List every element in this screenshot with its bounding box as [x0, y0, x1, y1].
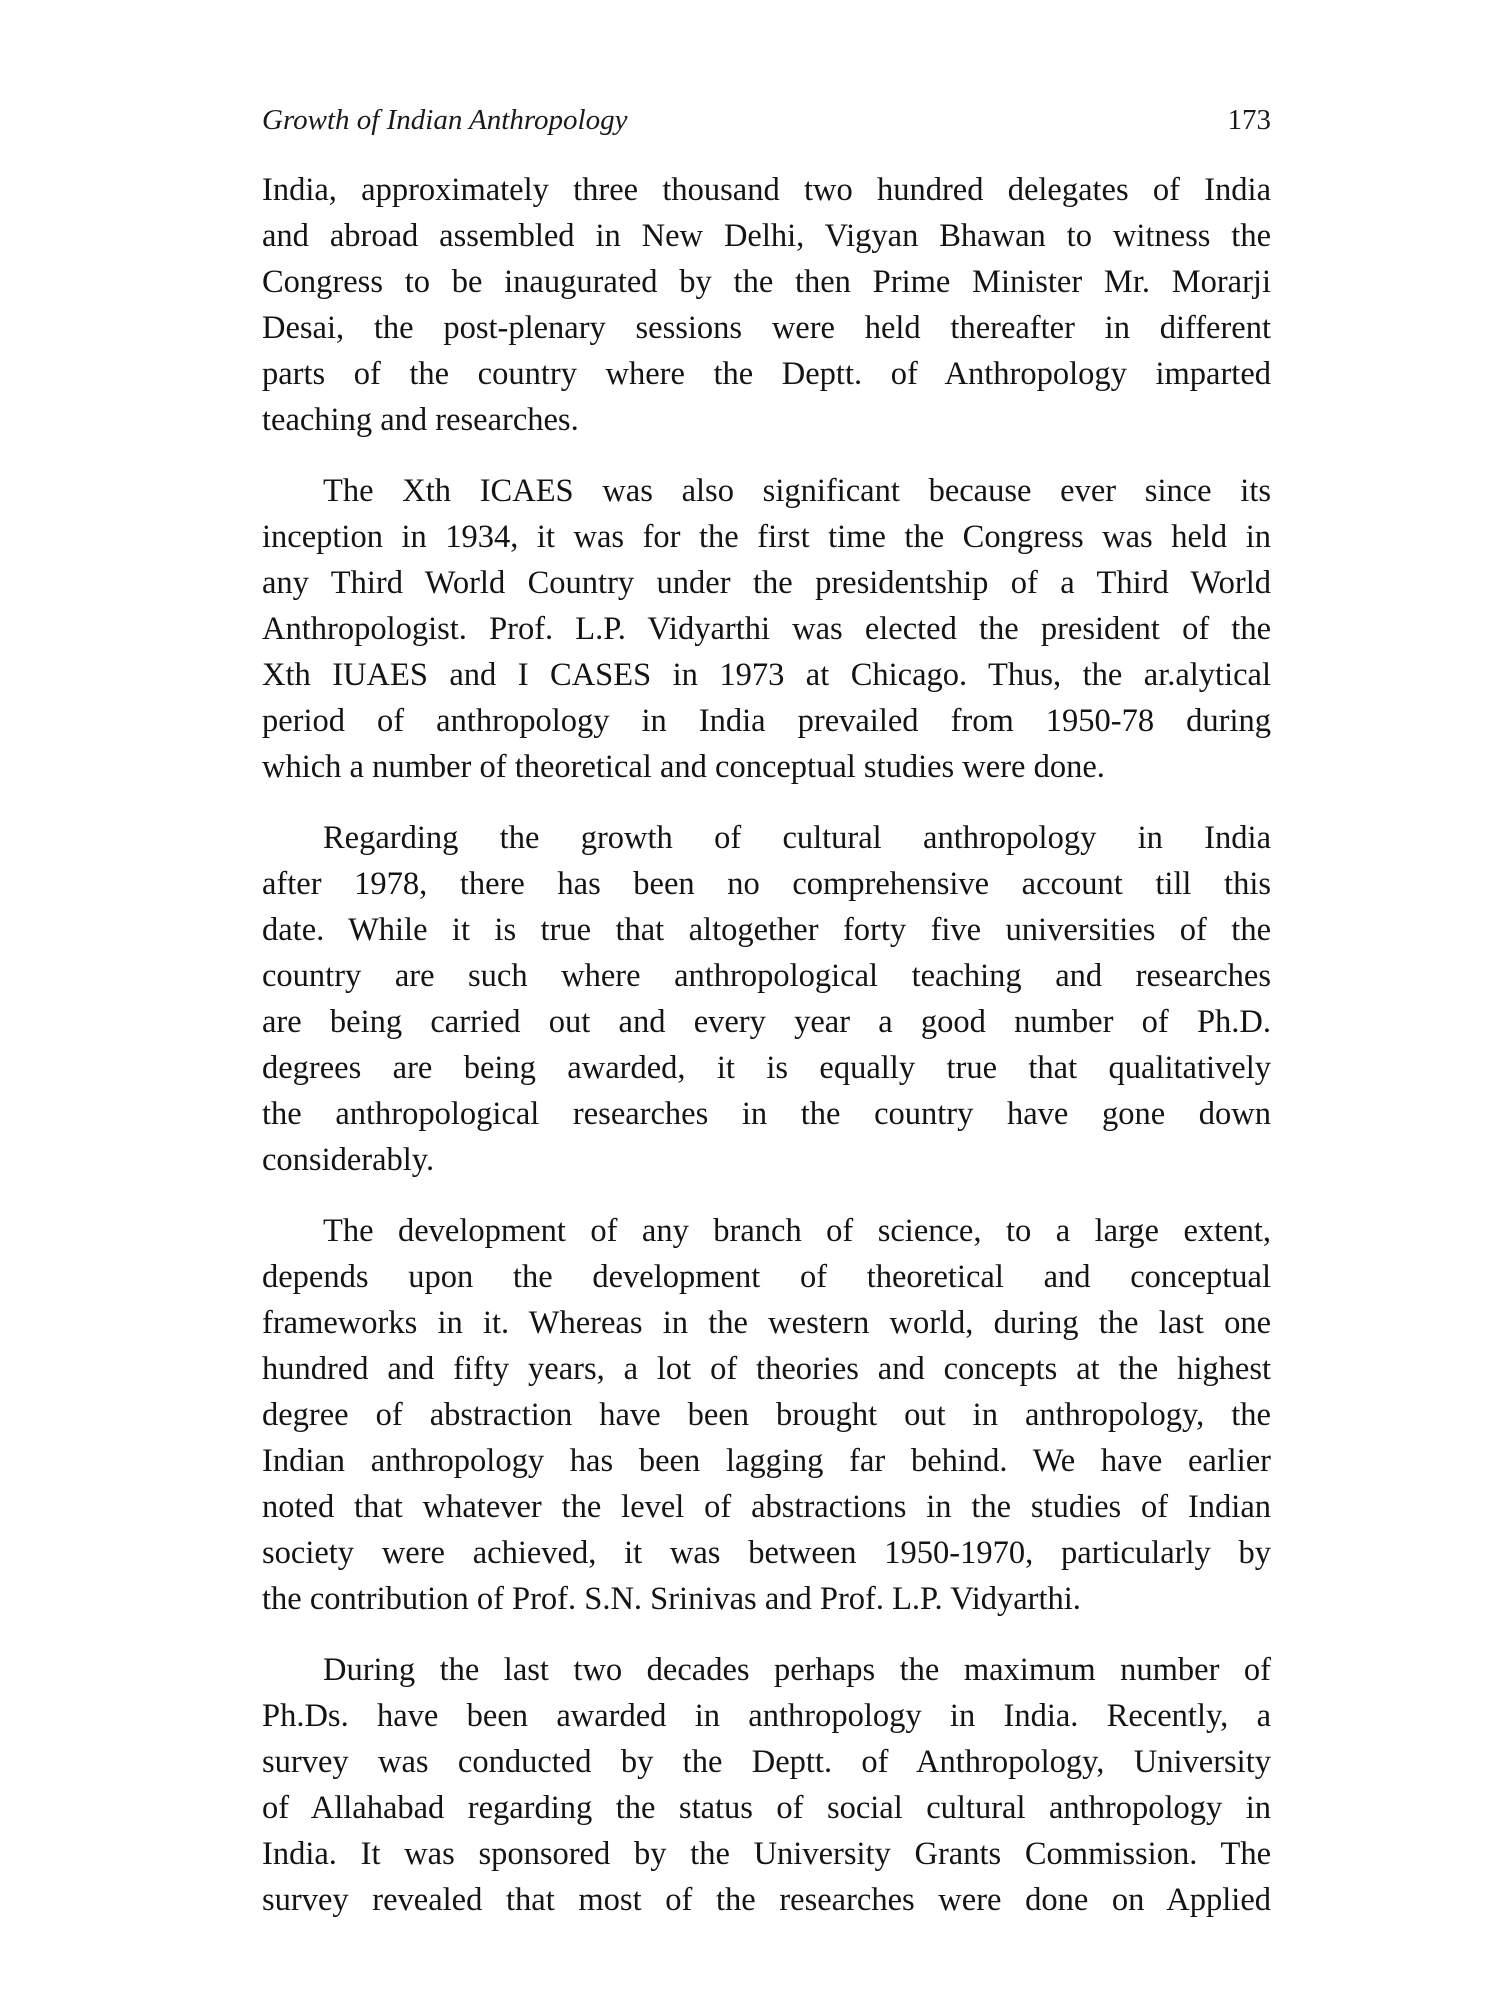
- paragraph: [262, 167, 1271, 443]
- text-line: and abroad assembled in New Delhi, Vigyan Bhawan to witness the: [262, 218, 1271, 254]
- text-line: The development of any branch of science, to a large extent,: [323, 1213, 1271, 1249]
- text-line: considerably.: [262, 1142, 435, 1178]
- text-line: Ph.Ds. have been awarded in anthropology in India. Recently, a: [262, 1698, 1271, 1734]
- text-line: India, approximately three thousand two hundred delegates of India: [262, 172, 1271, 208]
- text-line: degrees are being awarded, it is equally true that qualitatively: [262, 1050, 1271, 1086]
- text-line: after 1978, there has been no comprehensive account till this: [262, 866, 1271, 902]
- page-number: 173: [1227, 104, 1271, 136]
- text-line: which a number of theoretical and conceptual studies were done.: [262, 749, 1105, 785]
- text-line: of Allahabad regarding the status of social cultural anthropology in: [262, 1790, 1271, 1826]
- text-line: hundred and fifty years, a lot of theories and concepts at the highest: [262, 1351, 1271, 1387]
- text-line: inception in 1934, it was for the first time the Congress was held in: [262, 519, 1271, 555]
- text-line: date. While it is true that altogether forty five universities of the: [262, 912, 1271, 948]
- text-line: country are such where anthropological teaching and researches: [262, 958, 1271, 994]
- text-line: The Xth ICAES was also significant because ever since its: [323, 473, 1271, 509]
- text-line: Regarding the growth of cultural anthropology in India: [323, 820, 1271, 856]
- text-line: During the last two decades perhaps the maximum number of: [323, 1652, 1271, 1688]
- text-line: survey was conducted by the Deptt. of Anthropology, University: [262, 1744, 1271, 1780]
- running-title: Growth of Indian Anthropology: [262, 104, 628, 136]
- text-line: the contribution of Prof. S.N. Srinivas and Prof. L.P. Vidyarthi.: [262, 1581, 1081, 1617]
- text-line: period of anthropology in India prevailed from 1950-78 during: [262, 703, 1271, 739]
- text-line: Desai, the post-plenary sessions were held thereafter in different: [262, 310, 1271, 346]
- paragraph: [262, 468, 1271, 790]
- text-line: Xth IUAES and I CASES in 1973 at Chicago. Thus, the ar.alytical: [262, 657, 1271, 693]
- paragraph: [262, 1647, 1271, 1923]
- text-line: frameworks in it. Whereas in the western world, during the last one: [262, 1305, 1271, 1341]
- text-line: Indian anthropology has been lagging far behind. We have earlier: [262, 1443, 1271, 1479]
- text-line: any Third World Country under the presidentship of a Third World: [262, 565, 1271, 601]
- page-header: [262, 104, 1271, 144]
- body-text: [262, 167, 1271, 1948]
- text-line: Congress to be inaugurated by the then Prime Minister Mr. Morarji: [262, 264, 1271, 300]
- paragraph: [262, 1208, 1271, 1622]
- text-line: society were achieved, it was between 1950-1970, particularly by: [262, 1535, 1271, 1571]
- text-line: degree of abstraction have been brought out in anthropology, the: [262, 1397, 1271, 1433]
- text-line: teaching and researches.: [262, 402, 579, 438]
- text-line: survey revealed that most of the researches were done on Applied: [262, 1882, 1271, 1918]
- text-line: Anthropologist. Prof. L.P. Vidyarthi was elected the president of the: [262, 611, 1271, 647]
- text-line: parts of the country where the Deptt. of Anthropology imparted: [262, 356, 1271, 392]
- text-line: are being carried out and every year a good number of Ph.D.: [262, 1004, 1271, 1040]
- paragraph: [262, 815, 1271, 1183]
- text-line: noted that whatever the level of abstractions in the studies of Indian: [262, 1489, 1271, 1525]
- text-line: India. It was sponsored by the University Grants Commission. The: [262, 1836, 1271, 1872]
- text-line: the anthropological researches in the country have gone down: [262, 1096, 1271, 1132]
- text-line: depends upon the development of theoretical and conceptual: [262, 1259, 1271, 1295]
